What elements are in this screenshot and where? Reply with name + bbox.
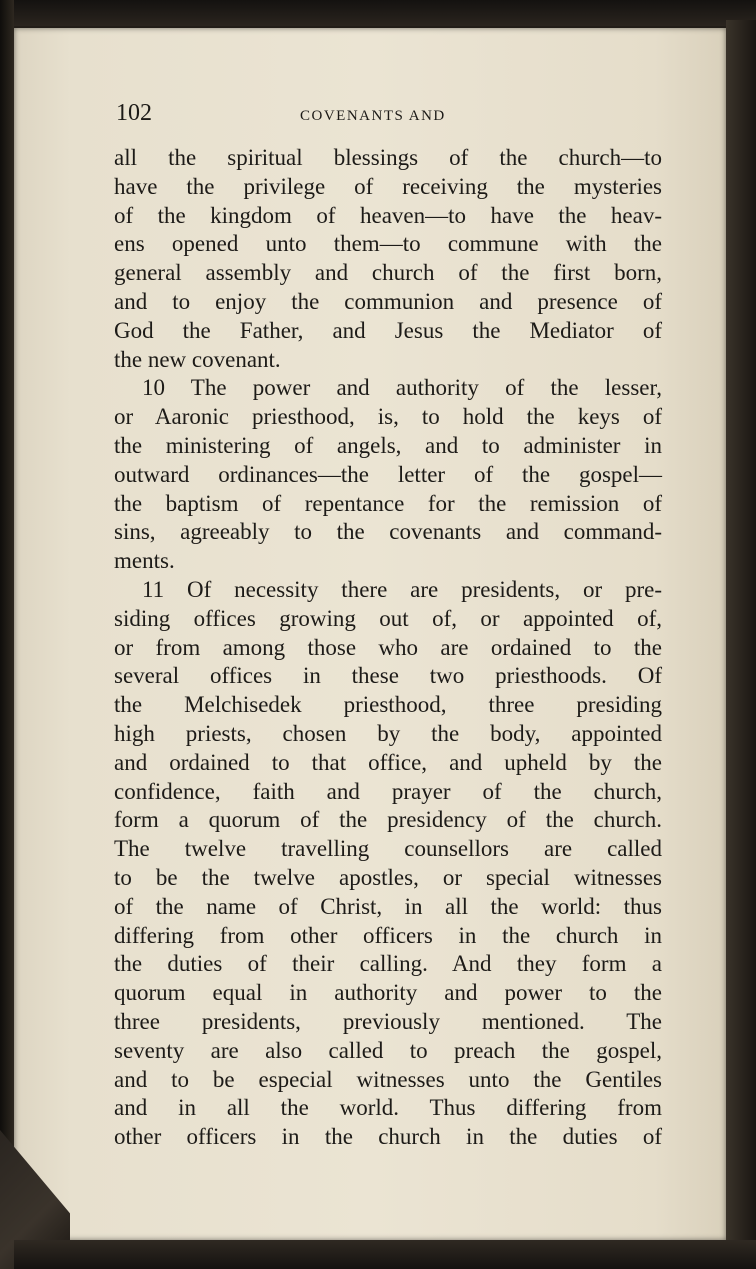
text-line: quorum equal in authority and power to the xyxy=(114,980,662,1006)
text-line: The twelve travelling counsellors are called xyxy=(114,836,662,862)
text-line: of the name of Christ, in all the world: thus xyxy=(114,893,662,919)
text-line: or Aaronic priesthood, is, to hold the keys of xyxy=(114,404,662,430)
text-line: differing from other officers in the church in xyxy=(114,922,662,948)
text-line: God the Father, and Jesus the Mediator of xyxy=(114,317,662,343)
text-line: and ordained to that office, and upheld by the xyxy=(114,749,662,775)
text-line: other officers in the church in the duties of xyxy=(114,1124,662,1150)
paragraph-start-line: 10 The power and authority of the lesser, xyxy=(142,375,662,401)
text-line: several offices in these two priesthoods. Of xyxy=(114,663,662,689)
top-binding-shadow xyxy=(0,0,756,26)
running-head: COVENANTS AND xyxy=(300,108,446,124)
text-line: the new covenant. xyxy=(114,346,281,372)
text-line: or from among those who are ordained to the xyxy=(114,634,662,660)
text-line: and to be especial witnesses unto the Gentiles xyxy=(114,1066,662,1092)
text-line: and in all the world. Thus differing from xyxy=(114,1095,662,1121)
text-line: outward ordinances—the letter of the gospel— xyxy=(114,461,662,487)
paragraph-start-line: 11 Of necessity there are presidents, or pre- xyxy=(142,576,662,602)
text-line: sins, agreeably to the covenants and command- xyxy=(114,519,662,545)
text-line: general assembly and church of the first born, xyxy=(114,260,662,286)
text-line: the Melchisedek priesthood, three presiding xyxy=(114,692,662,718)
text-line: the baptism of repentance for the remission of xyxy=(114,490,662,516)
text-line: form a quorum of the presidency of the church. xyxy=(114,807,662,833)
text-line: all the spiritual blessings of the church—to xyxy=(114,145,662,170)
text-line: the duties of their calling. And they form a xyxy=(114,951,662,977)
text-line: to be the twelve apostles, or special witnesses xyxy=(114,864,662,890)
text-line: three presidents, previously mentioned. The xyxy=(114,1008,662,1034)
text-line: of the kingdom of heaven—to have the heav- xyxy=(114,202,662,228)
page-number: 102 xyxy=(116,100,152,126)
page-right-edge xyxy=(726,20,756,1269)
text-line: the ministering of angels, and to administer in xyxy=(114,432,662,458)
text-line: and to enjoy the communion and presence of xyxy=(114,288,662,314)
text-line: confidence, faith and prayer of the church, xyxy=(114,778,662,804)
body-text xyxy=(114,144,662,1152)
text-line: ens opened unto them—to commune with the xyxy=(114,231,662,257)
spine-shadow xyxy=(0,0,14,1269)
text-line: high priests, chosen by the body, appointed xyxy=(114,720,662,746)
text-line: ments. xyxy=(114,548,175,574)
page-header xyxy=(116,100,666,134)
text-line: siding offices growing out of, or appointed of, xyxy=(114,605,662,631)
page-bottom-edge xyxy=(14,1240,756,1269)
text-line: have the privilege of receiving the mysteries xyxy=(114,173,662,199)
text-line: seventy are also called to preach the gospel, xyxy=(114,1037,662,1063)
